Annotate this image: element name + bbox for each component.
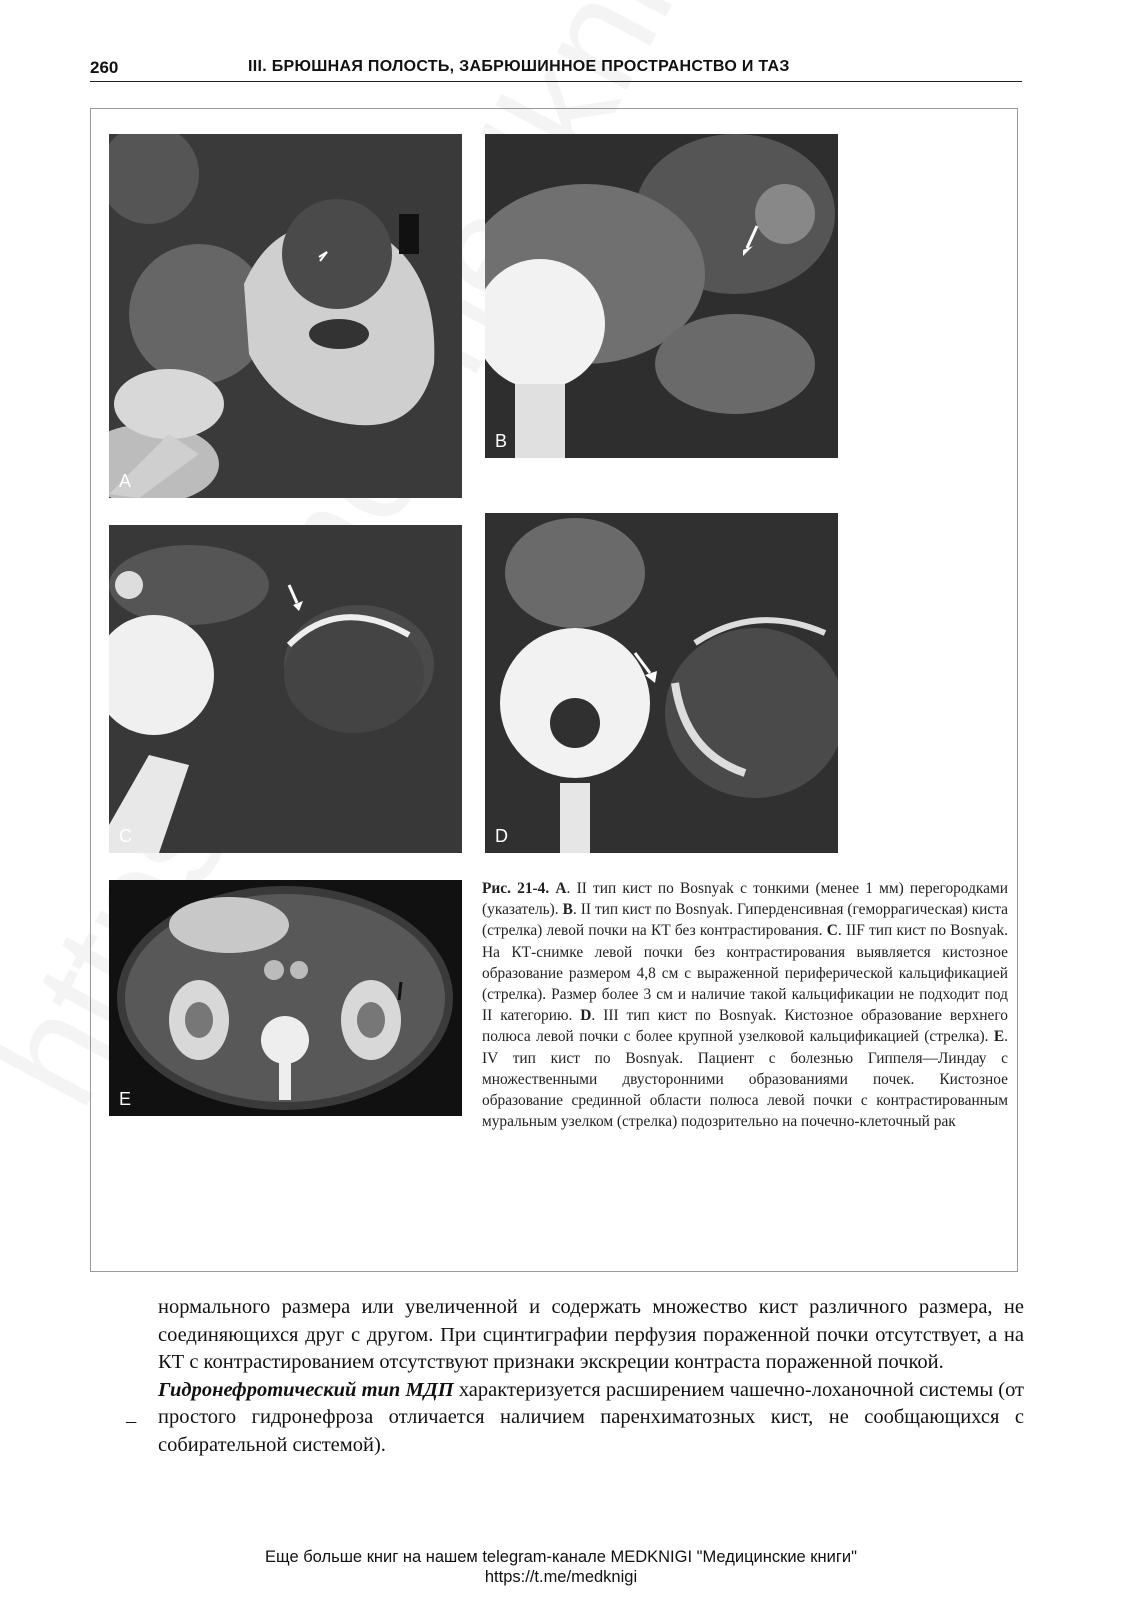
panel-label-e: E: [119, 1089, 132, 1109]
ct-image-b: [485, 134, 838, 458]
ct-panel-a: [109, 134, 462, 498]
bullet-text: характеризуется расширением чашечно-лоханочной системы (от простого гидронефроза отличается наличием паренхиматозных кист, не сообщающихся с собирательной системой).: [158, 1378, 1025, 1456]
ct-image-e: [109, 880, 462, 1116]
panel-label-a: A: [119, 471, 132, 491]
ct-panel-e: [109, 880, 462, 1116]
footer-link[interactable]: https://t.me/medknigi: [484, 1568, 638, 1586]
body-paragraph: нормального размера или увеличенной и содержать множество кист различного размера, не соединяющихся друг с другом. При сцинтиграфии перфузия пораженной почки отсутствует, а на КТ с контрастированием отсутствуют признаки экскреции контраста пораженной почкой.: [158, 1296, 1024, 1373]
bullet-marker: –: [126, 1410, 137, 1432]
header-rule: [90, 81, 1022, 82]
ct-image-a: [109, 134, 462, 498]
caption-label-e: E: [993, 1028, 1005, 1046]
bullet-term: Гидронефротический тип МДП: [158, 1378, 454, 1401]
panel-label-b: B: [495, 431, 508, 451]
ct-image-c: [109, 525, 462, 853]
figure-caption: Рис. 21-4. A. II тип кист по Bosnyak с тонкими (менее 1 мм) перегородками (указатель). B. II тип кист по Bosnyak. Гиперденсивная (геморрагическая) киста (стрелка) левой почки на КТ без контрастирования. C. IIF тип кист по Bosnyak. На КТ-снимке левой почки без контрастирования выявляется кистозное образование размером 4,8 см с выраженной периферической кальцификацией (стрелка). Размер более 3 см и наличие такой кальцификации не подходит под II категорию. D. III тип кист по Bosnyak. Кистозное образование верхнего полюса левой почки с более крупной узелковой кальцификацией (стрелка). E. IV тип кист по Bosnyak. Пациент с болезнью Гиппеля—Линдау с множественными двусторонними образованиями почек. Кистозное образование срединной области полюса левой почки с контрастированным муральным узелком (стрелка) подозрительно на почечно-клеточный рак: [482, 880, 1008, 1131]
caption-text-a: II тип кист по Bosnyak с тонкими (менее 1 мм) перегородками (указатель).: [482, 880, 1008, 919]
caption-text-c: IIF тип кист по Bosnyak. На КТ-снимке левой почки без контрастирования выявляется кистозное образование размером 4,8 см с выраженной периферической кальцификацией (стрелка). Размер более 3 см и наличие такой кальцификации не подходит под II категорию.: [482, 922, 1008, 1025]
ct-image-d: [485, 513, 838, 853]
caption-label-c: C: [826, 922, 838, 940]
ct-panel-b: [485, 134, 838, 458]
caption-text-e: IV тип кист по Bosnyak. Пациент с болезнью Гиппеля—Линдау с множественными двусторонними образованиями почек. Кистозное образование срединной области полюса левой почки с контрастированным муральным узелком (стрелка) подозрительно на почечно-клеточный рак: [482, 1049, 1008, 1131]
caption-text-b: II тип кист по Bosnyak. Гиперденсивная (геморрагическая) киста (стрелка) левой почки на КТ без контрастирования.: [482, 901, 1008, 940]
bullet-item: [158, 1377, 1024, 1460]
panel-label-c: C: [119, 826, 132, 846]
page-number: 260: [90, 58, 119, 77]
caption-lead: Рис. 21-4.: [482, 880, 550, 897]
footer-line-1: Еще больше книг на нашем telegram-канале MEDKNIGI "Медицинские книги": [265, 1548, 857, 1566]
caption-label-a: A: [555, 880, 567, 897]
caption-label-b: B: [562, 901, 573, 919]
running-title: III. БРЮШНАЯ ПОЛОСТЬ, ЗАБРЮШИННОЕ ПРОСТРАНСТВО И ТАЗ: [248, 58, 790, 75]
caption-label-d: D: [580, 1007, 592, 1025]
ct-panel-c: [109, 525, 462, 853]
body-text: [158, 1294, 1024, 1459]
panel-label-d: D: [495, 826, 508, 846]
running-header: [90, 56, 1022, 82]
caption-text-d: III тип кист по Bosnyak. Кистозное образование верхнего полюса левой почки с более крупной узелковой кальцификацией (стрелка).: [482, 1007, 1008, 1046]
ct-panel-d: [485, 513, 838, 853]
